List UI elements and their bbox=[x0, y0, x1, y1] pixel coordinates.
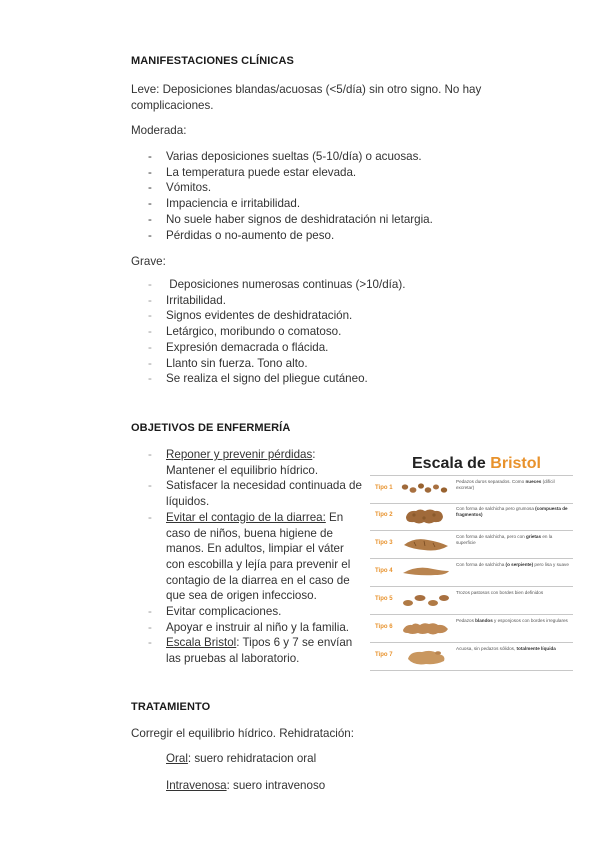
list-item: - Apoyar e instruir al niño y la familia. bbox=[148, 620, 363, 636]
stool-type-5-illustration bbox=[400, 589, 452, 611]
stool-type-4-illustration bbox=[400, 561, 452, 583]
stool-type-6-illustration bbox=[400, 617, 452, 639]
list-item: - Varias deposiciones sueltas (5-10/día) o acuosas. bbox=[148, 149, 433, 165]
objective-lead: Evitar el contagio de la diarrea: bbox=[166, 510, 326, 524]
bristol-description: Trozos pastosos con bordes bien definidos bbox=[456, 590, 544, 595]
bristol-row bbox=[370, 531, 573, 559]
bristol-row bbox=[370, 587, 573, 615]
bristol-type-label: Tipo 7 bbox=[375, 652, 393, 658]
treatment-intro: Corregir el equilibrio hídrico. Rehidratación: bbox=[131, 727, 354, 740]
list-item: - Escala Bristol: Tipos 6 y 7 se envían las pruebas al laboratorio. bbox=[148, 635, 363, 666]
objective-lead: Reponer y prevenir pérdidas bbox=[166, 448, 313, 461]
list-item: - La temperatura puede estar elevada. bbox=[148, 165, 433, 181]
list-item: - Vómitos. bbox=[148, 180, 433, 196]
list-item: - Expresión demacrada o flácida. bbox=[148, 340, 405, 356]
list-item: - Pérdidas o no-aumento de peso. bbox=[148, 228, 433, 244]
bristol-row bbox=[370, 643, 573, 671]
stool-type-3-illustration bbox=[400, 533, 452, 555]
bristol-type-label: Tipo 2 bbox=[375, 512, 393, 518]
bristol-row bbox=[370, 503, 573, 531]
bristol-type-label: Tipo 3 bbox=[375, 540, 393, 546]
objectives-heading: OBJETIVOS DE ENFERMERÍA bbox=[131, 422, 291, 434]
grave-list bbox=[148, 277, 405, 387]
bristol-type-label: Tipo 6 bbox=[375, 624, 393, 630]
stool-type-7-illustration bbox=[400, 645, 452, 667]
bristol-description: Con forma de salchicha pero grumosa (compuesta de fragmentos) bbox=[456, 506, 568, 517]
bristol-description: Acuosa, sin pedazos sólidos, totalmente líquida bbox=[456, 646, 556, 651]
iv-line: Intravenosa: suero intravenoso bbox=[166, 779, 326, 792]
bristol-description: Con forma de salchicha, pero con grietas en la superficie bbox=[456, 534, 553, 545]
moderada-label: Moderada: bbox=[131, 124, 187, 137]
list-item: - Deposiciones numerosas continuas (>10/día). bbox=[148, 277, 405, 293]
moderada-list bbox=[148, 149, 433, 243]
stool-type-1-illustration bbox=[400, 478, 452, 500]
bristol-row bbox=[370, 615, 573, 643]
list-item: - Evitar complicaciones. bbox=[148, 604, 363, 620]
bristol-description: Pedazos blandos y esponjosos con bordes irregulares bbox=[456, 618, 568, 623]
objectives-list bbox=[148, 447, 363, 667]
list-item: - No suele haber signos de deshidratación ni letargia. bbox=[148, 212, 433, 228]
treatment-heading: TRATAMIENTO bbox=[131, 701, 211, 713]
bristol-type-label: Tipo 5 bbox=[375, 596, 393, 602]
bristol-type-label: Tipo 1 bbox=[375, 485, 393, 491]
list-item: - Irritabilidad. bbox=[148, 293, 405, 309]
objective-lead: Escala Bristol bbox=[166, 636, 237, 650]
list-item: - Reponer y prevenir pérdidas: Mantener el equilibrio hídrico. bbox=[148, 447, 363, 478]
list-item: - Impaciencia e irritabilidad. bbox=[148, 196, 433, 212]
bristol-row bbox=[370, 559, 573, 587]
bristol-row bbox=[370, 475, 573, 504]
bristol-type-label: Tipo 4 bbox=[375, 568, 393, 574]
leve-paragraph: Leve: Deposiciones blandas/acuosas (<5/día) sin otro signo. No hay complicaciones. bbox=[131, 83, 482, 112]
list-item: - Evitar el contagio de la diarrea: En caso de niños, buena higiene de manos. En adultos, limpiar el váter con escobilla y lejía para prevenir el contagio de la diarrea en el caso de que sea de origen infeccioso. bbox=[148, 510, 363, 604]
oral-line: Oral: suero rehidratacion oral bbox=[166, 752, 317, 765]
list-item: - Letárgico, moribundo o comatoso. bbox=[148, 324, 405, 340]
list-item: - Signos evidentes de deshidratación. bbox=[148, 308, 405, 324]
grave-label: Grave: bbox=[131, 255, 166, 268]
list-item: - Llanto sin fuerza. Tono alto. bbox=[148, 356, 405, 372]
bristol-description: Pedazos duros separados. Como nueces (difícil excretar) bbox=[456, 479, 555, 490]
list-item: - Satisfacer la necesidad continuada de líquidos. bbox=[148, 478, 363, 509]
stool-type-2-illustration bbox=[400, 505, 452, 527]
bristol-scale-figure bbox=[370, 455, 573, 690]
list-item: - Se realiza el signo del pliegue cutáneo. bbox=[148, 371, 405, 387]
bristol-description: Con forma de salchicha (o serpiente) pero lisa y suave bbox=[456, 562, 569, 567]
clinical-heading: MANIFESTACIONES CLÍNICAS bbox=[131, 55, 294, 67]
bristol-title: Escala de Bristol bbox=[412, 455, 541, 472]
